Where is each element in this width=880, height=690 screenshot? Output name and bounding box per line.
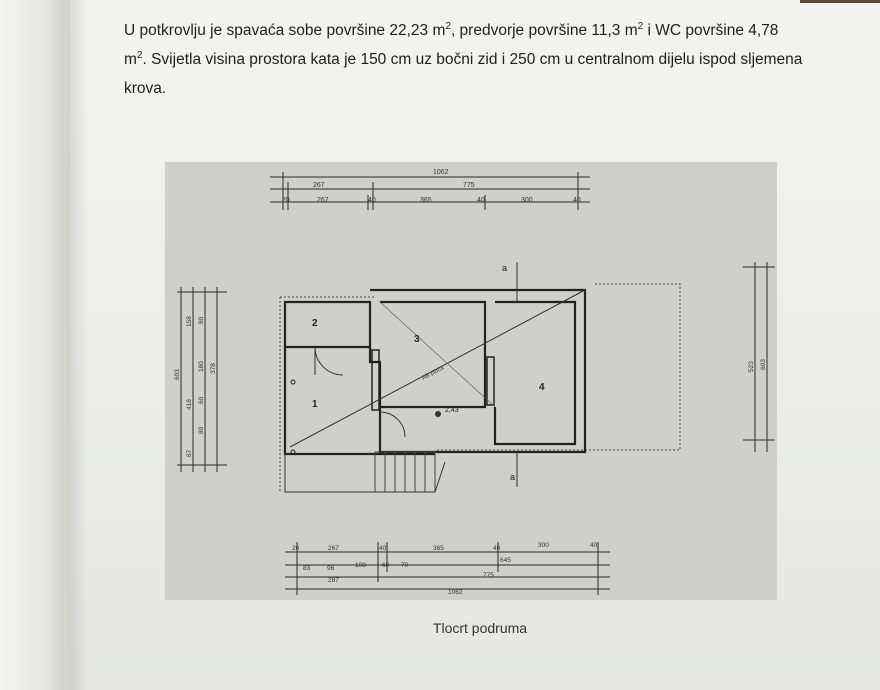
floor-plan-figure [165, 162, 777, 600]
bottom-r1-6: 40 [590, 542, 598, 549]
top-seg-0: 20 [282, 197, 290, 204]
task-paragraph [124, 16, 804, 103]
door-swing [380, 412, 405, 437]
top-seg-3: 365 [420, 197, 432, 204]
left-dim-7: 80 [198, 426, 205, 434]
top-rule [800, 0, 880, 3]
right-dim-0: 603 [760, 359, 767, 370]
bottom-r1-5: 300 [538, 542, 549, 549]
left-dim-2: 80 [198, 316, 205, 324]
section-mark-bottom: a [510, 472, 516, 482]
stairs [375, 452, 435, 492]
room-4-walls [495, 302, 575, 444]
bottom-r3-1: 775 [483, 572, 494, 579]
para-text-1: U potkrovlju je spavaća sobe površine 22,23 m [124, 22, 446, 39]
room-2-walls [285, 302, 370, 347]
room-3-label: 3 [414, 334, 420, 345]
level-value: 2,43 [445, 407, 459, 414]
bottom-r3-0: 287 [328, 577, 339, 584]
para-sup-1: 2 [445, 21, 451, 32]
left-dim-6: 378 [210, 363, 217, 374]
top-dim-right: 775 [463, 182, 475, 189]
top-seg-6: 40 [573, 197, 581, 204]
bottom-r1-0: 20 [292, 545, 300, 552]
bottom-r1-4: 40 [493, 545, 501, 552]
outer-walls [370, 290, 585, 452]
bottom-r2-4: 70 [401, 562, 409, 569]
top-seg-4: 40 [477, 197, 485, 204]
left-dim-3: 180 [198, 361, 205, 372]
slab-label: AB ploča [421, 365, 446, 382]
para-sup-3: 2 [136, 50, 143, 61]
left-dim-1: 158 [186, 316, 193, 327]
left-page-edge [0, 0, 70, 690]
para-text-2: , predvorje površine 11,3 m [450, 22, 638, 39]
room-4-label: 4 [539, 382, 545, 393]
page-gutter-shadow [70, 0, 88, 690]
bottom-r1-3: 365 [433, 545, 444, 552]
door-swing [315, 347, 343, 375]
roof-outline [280, 284, 680, 450]
bottom-r2-0: 83 [303, 565, 311, 572]
room-2-label: 2 [312, 318, 318, 329]
bottom-total: 1062 [448, 589, 463, 596]
bottom-r2-3: 60 [382, 562, 390, 569]
top-dim-left: 267 [313, 182, 325, 189]
lower-outline [285, 454, 445, 492]
bottom-r2-5: 645 [500, 557, 511, 564]
left-dim-8: 87 [186, 449, 193, 457]
slab-diagonal-2 [380, 302, 495, 407]
top-seg-5: 300 [521, 197, 533, 204]
top-dim-total: 1062 [433, 169, 449, 176]
left-dim-5: 418 [186, 399, 193, 410]
figure-caption: Tlocrt podruma [432, 620, 528, 636]
right-dim-1: 523 [748, 361, 755, 372]
top-seg-1: 267 [317, 197, 329, 204]
para-text-4: . Svijetla visina prostora kata je 150 cm uz bočni zid i 250 cm u centralnom dijelu ispod sljemena krova. [124, 51, 803, 97]
room-1-label: 1 [312, 399, 318, 410]
para-sup-2: 2 [637, 21, 644, 32]
floor-plan-drawing [165, 162, 777, 600]
section-mark-top: a [502, 263, 508, 273]
bottom-r1-2: 40 [379, 545, 387, 552]
para-text-3: i WC površine 4,78 m [124, 22, 779, 68]
pillar [487, 357, 494, 405]
level-marker [435, 411, 441, 417]
bottom-r2-2: 108 [355, 562, 366, 569]
top-seg-2: 40 [368, 197, 376, 204]
point-marker [291, 380, 295, 384]
bottom-r2-1: 96 [327, 565, 335, 572]
bottom-r1-1: 267 [328, 545, 339, 552]
left-dim-0: 603 [174, 369, 181, 380]
left-dim-4: 60 [198, 396, 205, 404]
